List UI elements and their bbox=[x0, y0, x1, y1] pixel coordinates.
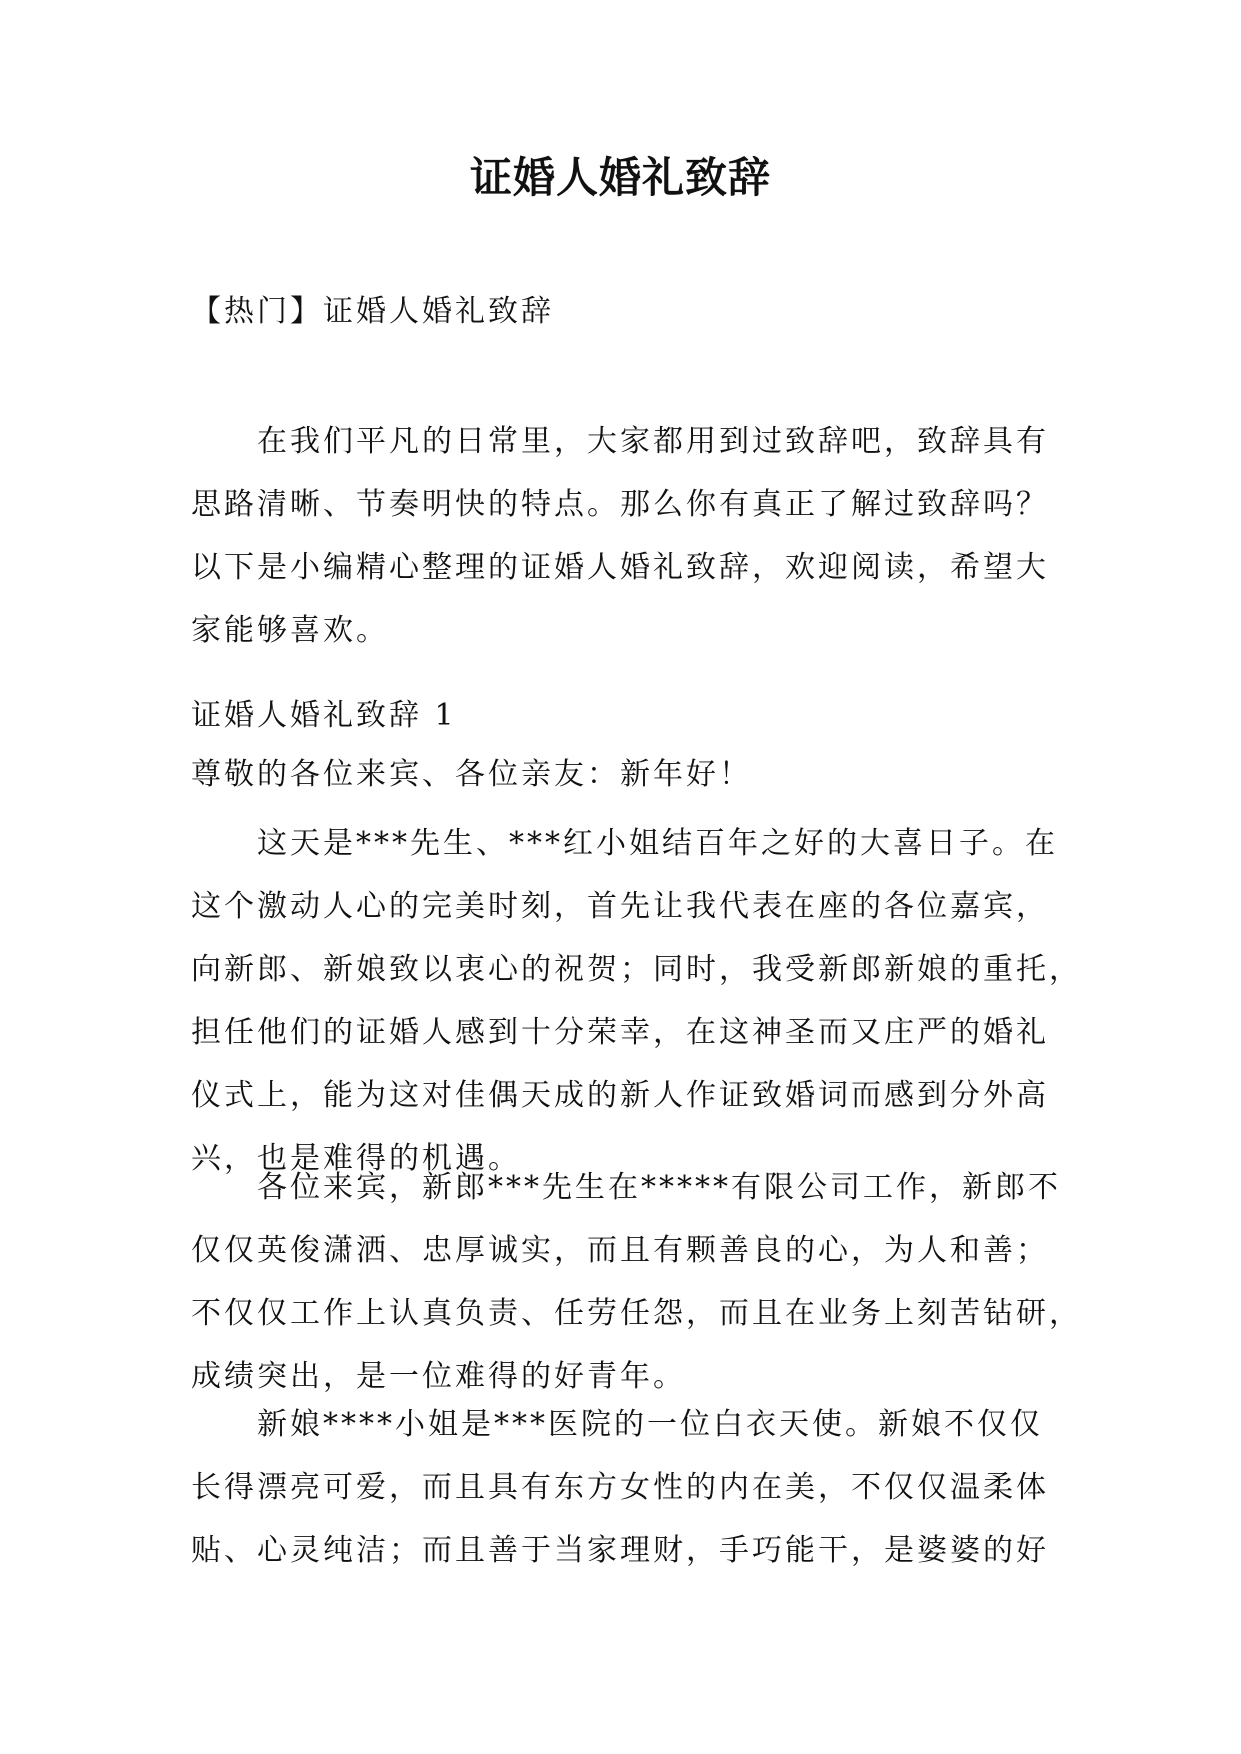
paragraph-line: 不仅仅工作上认真负责、任劳任怨，而且在业务上刻苦钻研， bbox=[191, 1296, 1082, 1331]
intro-line: 在我们平凡的日常里，大家都用到过致辞吧，致辞具有 bbox=[191, 424, 1049, 459]
section-title: 证婚人婚礼致辞 1 bbox=[191, 698, 457, 733]
paragraph-2 bbox=[191, 1156, 1082, 1408]
document-title: 证婚人婚礼致辞 bbox=[469, 153, 771, 202]
paragraph-3 bbox=[191, 1393, 1051, 1582]
intro-line: 家能够喜欢。 bbox=[191, 613, 389, 648]
intro-line: 思路清晰、节奏明快的特点。那么你有真正了解过致辞吗？ bbox=[191, 487, 1049, 522]
paragraph-line: 担任他们的证婚人感到十分荣幸，在这神圣而又庄严的婚礼 bbox=[191, 1015, 1049, 1050]
paragraph-line: 贴、心灵纯洁；而且善于当家理财，手巧能干，是婆婆的好 bbox=[191, 1533, 1049, 1568]
paragraph-line: 新娘****小姐是***医院的一位白衣天使。新娘不仅仅 bbox=[191, 1407, 1043, 1442]
paragraph-line: 这个激动人心的完美时刻，首先让我代表在座的各位嘉宾， bbox=[191, 889, 1049, 924]
paragraph-1 bbox=[191, 812, 1082, 1190]
hot-heading: 【热门】证婚人婚礼致辞 bbox=[191, 294, 554, 329]
paragraph-line: 仪式上，能为这对佳偶天成的新人作证致婚词而感到分外高 bbox=[191, 1078, 1049, 1113]
intro-line: 以下是小编精心整理的证婚人婚礼致辞，欢迎阅读，希望大 bbox=[191, 550, 1049, 585]
salutation: 尊敬的各位来宾、各位亲友：新年好！ bbox=[191, 757, 752, 792]
paragraph-line: 仅仅英俊潇洒、忠厚诚实，而且有颗善良的心，为人和善； bbox=[191, 1233, 1049, 1268]
paragraph-line: 向新郎、新娘致以衷心的祝贺；同时，我受新郎新娘的重托， bbox=[191, 952, 1082, 987]
paragraph-line: 长得漂亮可爱，而且具有东方女性的内在美，不仅仅温柔体 bbox=[191, 1470, 1049, 1505]
paragraph-line: 兴，也是难得的机遇。 bbox=[191, 1141, 521, 1176]
paragraph-line: 各位来宾，新郎***先生在*****有限公司工作，新郎不 bbox=[191, 1170, 1061, 1205]
paragraph-line: 这天是***先生、***红小姐结百年之好的大喜日子。在 bbox=[191, 826, 1058, 861]
intro-paragraph bbox=[191, 410, 1051, 662]
paragraph-line: 成绩突出，是一位难得的好青年。 bbox=[191, 1359, 686, 1394]
